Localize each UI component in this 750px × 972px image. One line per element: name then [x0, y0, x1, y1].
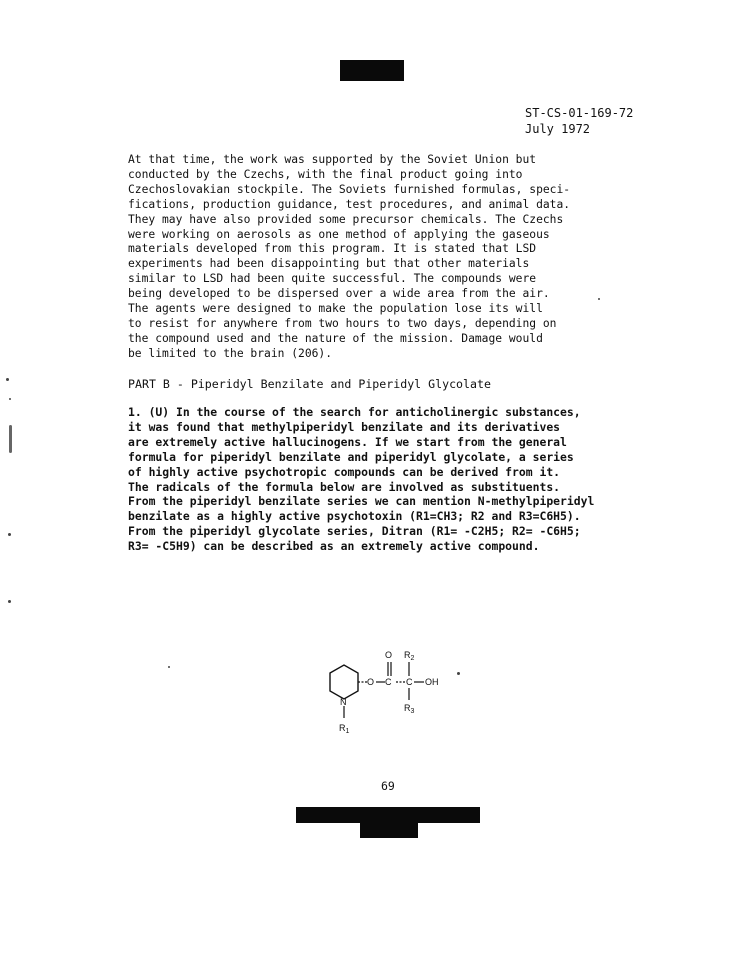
- chemical-structure-diagram: [300, 640, 470, 750]
- r2-label: $R_2$: [404, 650, 415, 662]
- nitrogen-label: N: [340, 697, 347, 707]
- document-header: [525, 105, 633, 137]
- r1-label: $R_1$: [339, 723, 350, 735]
- hydroxyl-label: OH: [425, 677, 439, 687]
- redaction-mark-top: [340, 60, 404, 81]
- scan-speck: [168, 666, 170, 668]
- scan-speck: [8, 533, 11, 536]
- scan-speck: [457, 672, 460, 675]
- carbonyl-oxygen-label: O: [385, 650, 393, 660]
- ether-oxygen-label: O: [367, 677, 375, 687]
- alpha-carbon-label: C: [406, 677, 413, 687]
- page-number: 69: [381, 779, 395, 793]
- scan-speck: [598, 298, 600, 300]
- carbonyl-carbon-label: C: [385, 677, 392, 687]
- paragraph-soviet-czech: At that time, the work was supported by the Soviet Union but conducted by the Czechs, with the final product going into Czechoslovakian stockpile. The Soviets furnished formulas, speci- fications, production guidance, test procedures, and animal data. They may have also provided some precursor chemicals. The Czechs were working on aerosols as one method of applying the gaseous materials developed from this program. It is stated that LSD experiments had been disappointing but that other materials similar to LSD had been quite successful. The compounds were being developed to be dispersed over a wide area from the air. The agents were designed to make the population lose its will to resist for anywhere from two hours to two days, depending on the compound used and the nature of the mission. Damage would be limited to the brain (206).: [128, 153, 571, 360]
- piperidine-ring: [330, 665, 358, 699]
- scan-speck: [9, 398, 11, 400]
- scan-speck: [8, 600, 11, 603]
- scan-speck: [6, 378, 9, 381]
- r3-label: $R_3$: [404, 703, 415, 715]
- scan-speck: [9, 425, 12, 453]
- document-date: July 1972: [525, 122, 591, 136]
- part-b-heading: PART B - Piperidyl Benzilate and Piperidyl Glycolate: [128, 377, 491, 391]
- redaction-mark-bottom-block: [360, 818, 418, 838]
- paragraph-anticholinergic: 1. (U) In the course of the search for anticholinergic substances, it was found that methylpiperidyl benzilate and its derivatives are extremely active hallucinogens. If we start from the general formula for piperidyl benzilate and piperidyl glycolate, a series of highly active psychotropic compounds can be derived from it. The radicals of the formula below are involved as substituents. From the piperidyl benzilate series we can mention N-methylpiperidyl benzilate as a highly active psychotoxin (R1=CH3; R2 and R3=C6H5). From the piperidyl glycolate series, Ditran (R1= -C2H5; R2= -C6H5; R3= -C5H9) can be described as an extremely active compound.: [128, 405, 595, 554]
- document-id: ST-CS-01-169-72: [525, 106, 634, 120]
